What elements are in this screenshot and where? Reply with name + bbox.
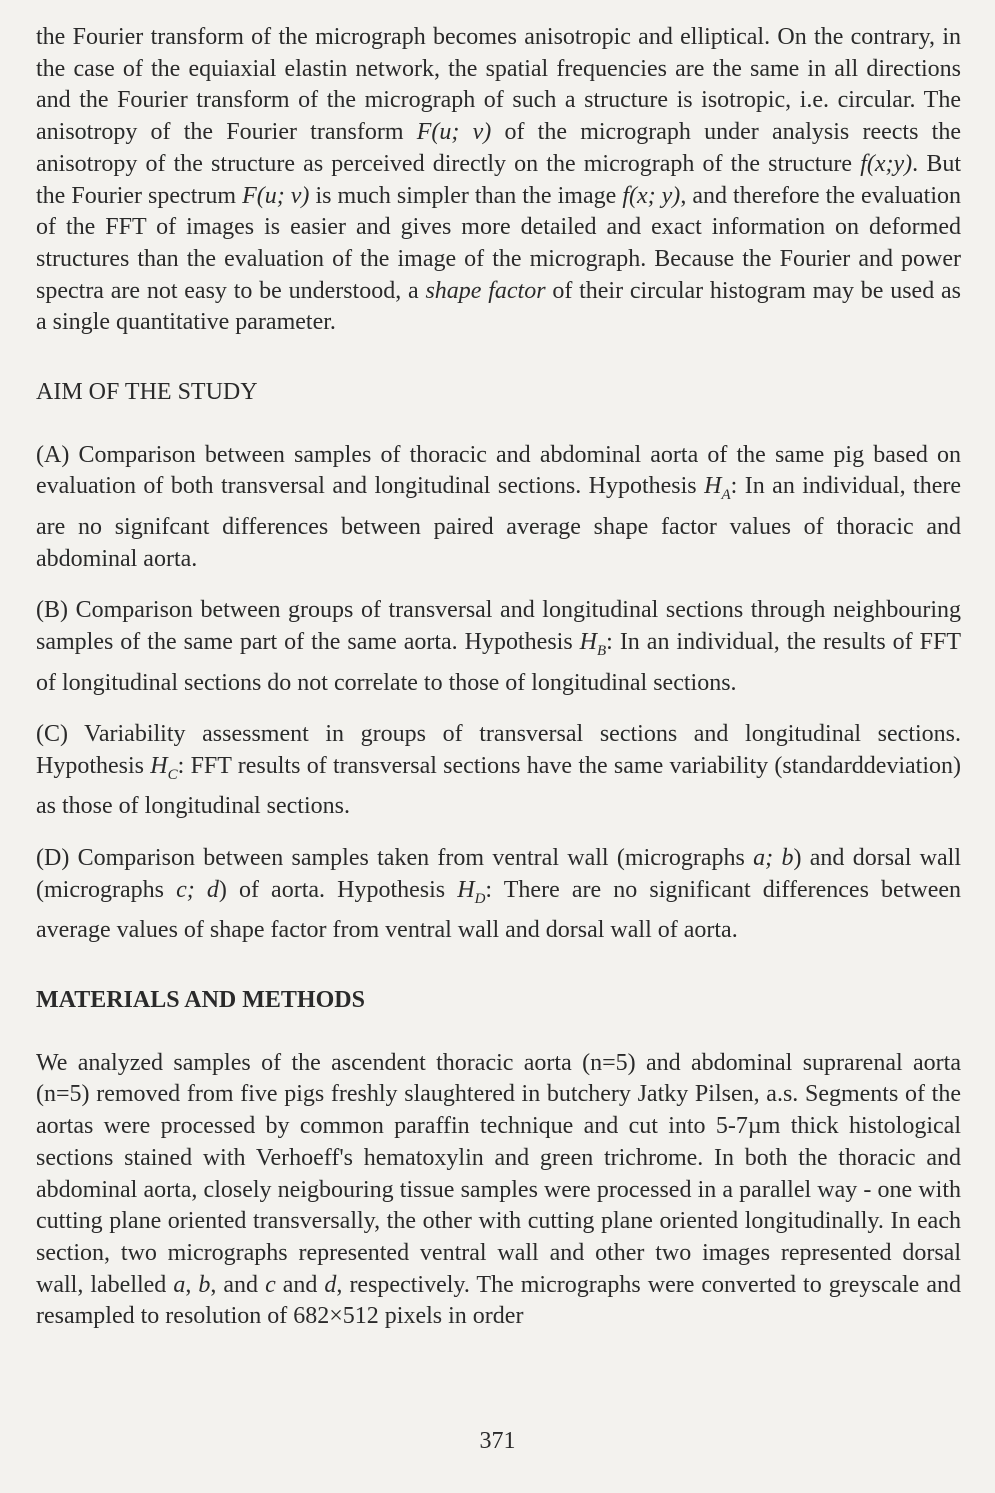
italic-term: F(u; v) xyxy=(416,119,492,146)
intro-paragraph: the Fourier transform of the micrograph becomes anisotropic and elliptical. On the contrary, in the case of the equiaxial elastin network, the spatial frequencies are the same in all directions and the Fourier transform of the micrograph of such a structure is isotropic, i.e. circular. The anisotropy of the Fourier transform F(u; v) of the micrograph under analysis reects the anisotropy of the structure as perceived directly on the micrograph of the structure f(x;y). But the Fourier spectrum F(u; v) is much simpler than the image f(x; y), and therefore the evaluation of the FFT of images is easier and gives more detailed and exact information on deformed structures than the evaluation of the image of the micrograph. Because the Fourier and power spectra are not easy to be understood, a shape factor of their circular histogram may be used as a single quantitative parameter. xyxy=(36,24,962,336)
aim-item-a: (A) Comparison between samples of thoracic and abdominal aorta of the same pig based on evaluation of both transversal and longitudinal sections. Hypothesis $H_A$: In an individual, there are no signifcant differences between paired average shape factor values of thoracic and abdominal aorta. xyxy=(36,441,962,572)
italic-term: B xyxy=(597,642,607,659)
italic-term: H xyxy=(704,473,722,500)
italic-term: c xyxy=(265,1271,276,1298)
italic-term: A xyxy=(721,487,731,504)
italic-term: C xyxy=(167,766,178,783)
italic-term: H xyxy=(150,752,168,779)
italic-term: c; d xyxy=(176,876,219,903)
methods-paragraph: We analyzed samples of the ascendent thoracic aorta (n=5) and abdominal suprarenal aorta (n=5) removed from five pigs freshly slaughtered in butchery Jatky Pilsen, a.s. Segments of the aortas were processed by common paraffin technique and cut into 5-7µm thick histological sections stained with Verhoeff's hematoxylin and green trichrome. In both the thoracic and abdominal aorta, closely neigbouring tissue samples were processed in a parallel way - one with cutting plane oriented transversally, the other with cutting plane oriented longitudinally. In each section, two micrographs represented ventral wall and other two images represented dorsal wall, labelled a, b, and c and d, respectively. The micrographs were converted to greyscale and resampled to resolution of 682×512 pixels in order xyxy=(36,1049,962,1330)
italic-term: H xyxy=(457,876,475,903)
page-number: 371 xyxy=(479,1428,516,1454)
page-content xyxy=(36,22,961,1333)
italic-term: shape factor xyxy=(425,277,546,304)
italic-term: D xyxy=(474,890,486,907)
italic-term: d xyxy=(324,1271,337,1298)
italic-term: a; b xyxy=(753,845,794,872)
italic-term: F(u; v) xyxy=(242,182,310,209)
italic-term: f(x; y) xyxy=(622,182,681,209)
italic-term: f(x;y) xyxy=(860,150,913,177)
italic-term: a xyxy=(173,1271,186,1298)
aim-item-d: (D) Comparison between samples taken from ventral wall (micrographs a; b) and dorsal wall (micrographs c; d) of aorta. Hypothesis $H_D$: There are no significant differences between average values of shape factor from ventral wall and dorsal wall of aorta. xyxy=(36,845,961,944)
aim-heading: AIM OF THE STUDY xyxy=(36,379,258,406)
italic-term: H xyxy=(579,629,597,656)
aim-item-c: (C) Variability assessment in groups of transversal sections and longitudinal sections. Hypothesis $H_C$: FFT results of transversal sections have the same variability (standarddeviation) as those of longitudinal sections. xyxy=(36,721,962,820)
methods-heading: MATERIALS AND METHODS xyxy=(36,987,365,1014)
italic-term: b xyxy=(198,1271,211,1298)
aim-item-b: (B) Comparison between groups of transversal and longitudinal sections through neighbouring samples of the same part of the same aorta. Hypothesis $H_B$: In an individual, the results of FFT of longitudinal sections do not correlate to those of longitudinal sections. xyxy=(36,597,961,696)
